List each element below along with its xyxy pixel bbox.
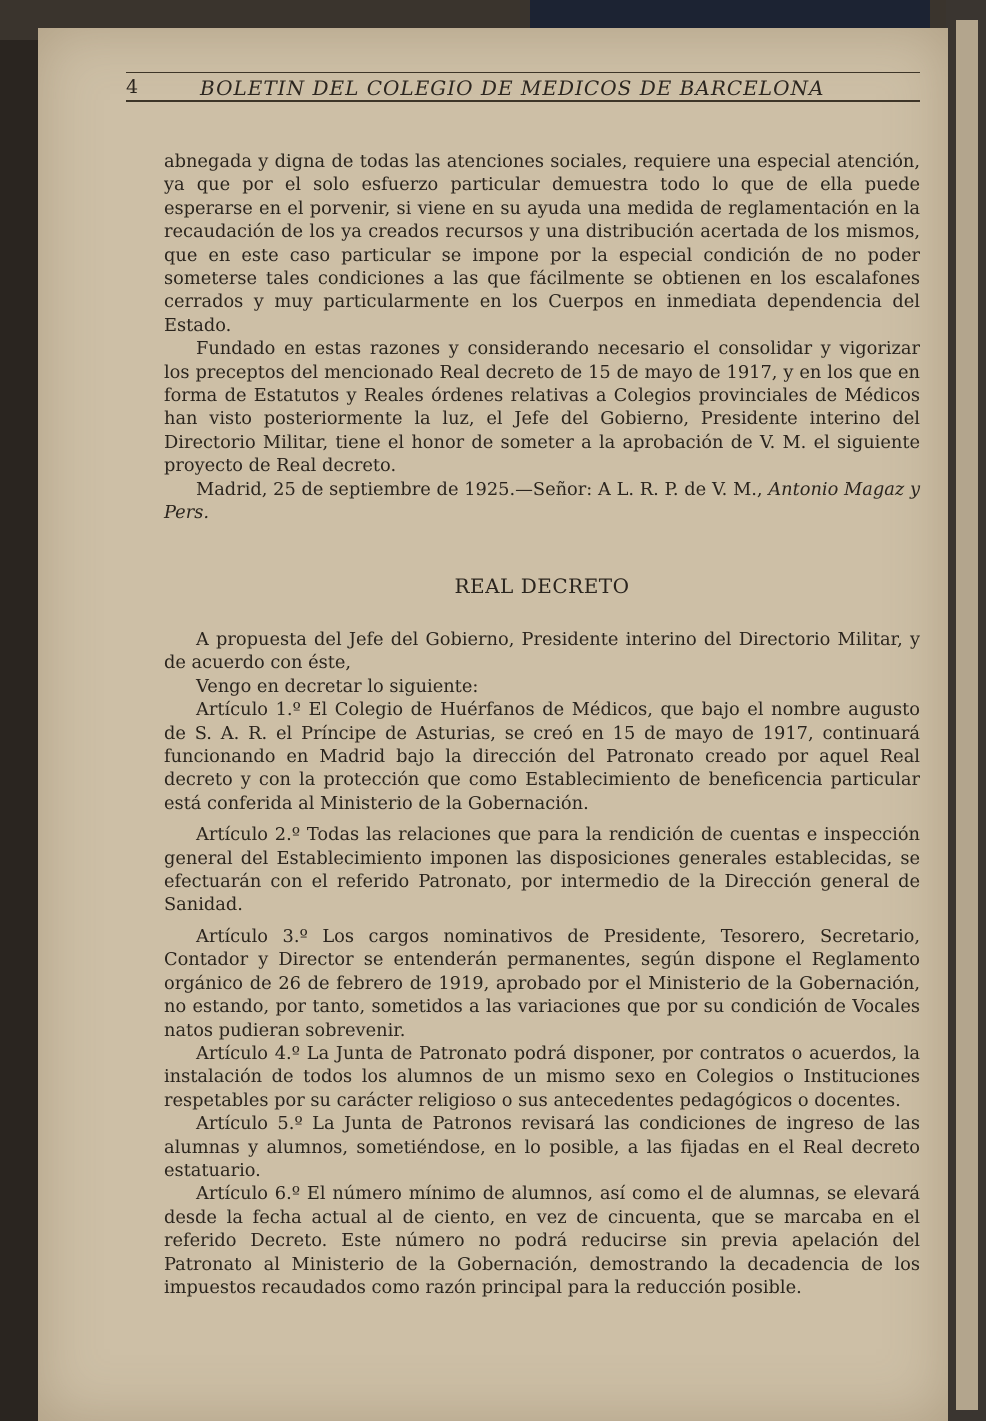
paragraph: Vengo en decretar lo siguiente: xyxy=(196,675,479,697)
paragraph: abnegada y digna de todas las atenciones sociales, requiere una especial atención, ya que por el solo esfuerzo particular demuestra todo lo que de ella puede esperarse en el porvenir, si viene en su ayuda una medida de reglamentación en la recaudación de los ya creados recursos y una distribución acertada de los mismos, que en este caso particular se impone por la especial condición de no poder someterse tales condiciones a las que fácilmente se obtienen en los escalafones cerrados y muy particularmente en los Cuerpos en inmediata dependencia del Estado. xyxy=(164,151,920,336)
date-line: Madrid, 25 de septiembre de 1925.—Señor: A L. R. P. de V. M., xyxy=(196,478,769,500)
article-5: Artículo 5.º La Junta de Patronos revisará las condiciones de ingreso de las alumnas y alumnos, sometiéndose, en lo posible, a las fijadas en el Real decreto estatuario. xyxy=(164,1113,920,1181)
section-title: REAL DECRETO xyxy=(454,574,630,598)
paragraph: Fundado en estas razones y considerando necesario el consolidar y vigorizar los preceptos del mencionado Real decreto de 15 de mayo de 1917, y en los que en forma de Estatutos y Reales órdenes relativas a Colegios provinciales de Médicos han visto posteriormente la luz, el Jefe del Gobierno, Presidente interino del Directorio Militar, tiene el honor de someter a la aprobación de V. M. el siguiente proyecto de Real decreto. xyxy=(164,338,920,477)
paragraph: A propuesta del Jefe del Gobierno, Presidente interino del Directorio Militar, y de acuerdo con éste, xyxy=(164,629,920,674)
page-header xyxy=(126,74,920,102)
article-2: Artículo 2.º Todas las relaciones que para la rendición de cuentas e inspección general del Establecimiento imponen las disposiciones generales establecidas, se efectuarán con el referido Patronato, por intermedio de la Dirección general de Sanidad. xyxy=(164,824,920,916)
article-3: Artículo 3.º Los cargos nominativos de Presidente, Tesorero, Secretario, Contador y Director se entenderán permanentes, según dispone el Reglamento orgánico de 26 de febrero de 1919, aprobado por el Ministerio de la Gobernación, no estando, por tanto, sometidos a las variaciones que por su condición de Vocales natos pudieran sobrevenir. xyxy=(164,925,920,1041)
signature: Antonio Magaz y Pers. xyxy=(164,478,921,524)
book-binding xyxy=(530,0,930,30)
page-number: 4 xyxy=(126,76,139,98)
article-1: Artículo 1.º El Colegio de Huérfanos de Médicos, que bajo el nombre augusto de S. A. R. el Príncipe de Asturias, se creó en 15 de mayo de 1917, continuará funcionando en Madrid bajo la dirección del Patronato creado por aquel Real decreto y con la protección que como Establecimiento de beneficencia particular está conferida al Ministerio de la Gobernación. xyxy=(164,699,920,814)
preamble-text xyxy=(164,150,920,525)
next-page-edge xyxy=(956,20,978,1410)
article-6: Artículo 6.º El número mínimo de alumnos, así como el de alumnas, se elevará desde la fecha actual al de ciento, en vez de cincuenta, que se marcaba en el referido Decreto. Este número no podrá reducirse sin previa apelación del Patronato al Ministerio de la Gobernación, demostrando la decadencia de los impuestos recaudados como razón principal para la reducción posible. xyxy=(164,1183,920,1298)
running-title: BOLETIN DEL COLEGIO DE MEDICOS DE BARCELONA xyxy=(200,76,825,100)
header-rule xyxy=(126,72,920,73)
article-4: Artículo 4.º La Junta de Patronato podrá disponer, por contratos o acuerdos, la instalación de todos los alumnos de un mismo sexo en Colegios o Instituciones respetables por su carácter religioso o sus antecedentes pedagógicos o docentes. xyxy=(164,1042,920,1111)
date-signature-line xyxy=(164,478,920,525)
decree-text xyxy=(164,628,920,1299)
